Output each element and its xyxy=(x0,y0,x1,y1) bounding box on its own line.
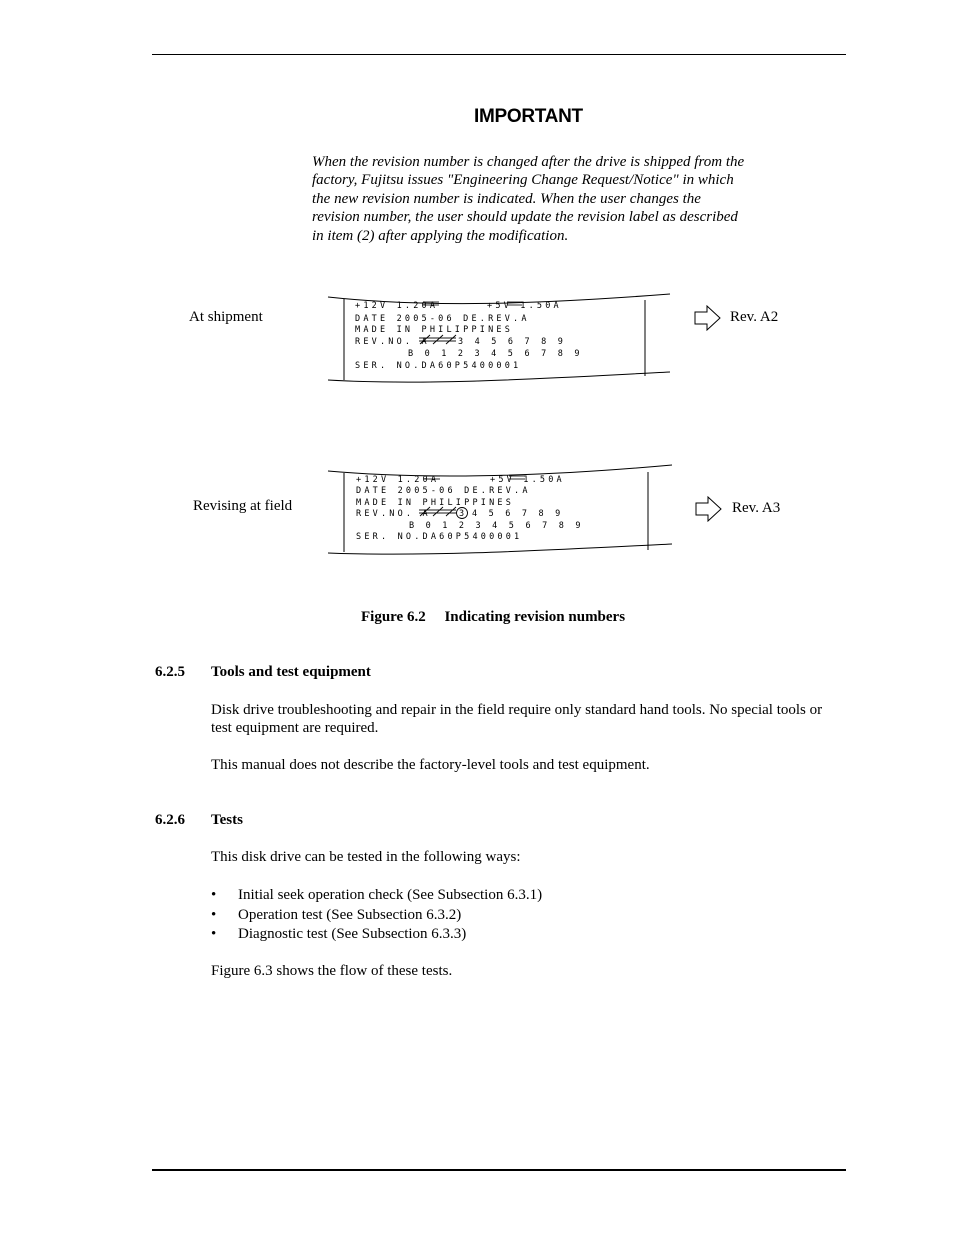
section-626-closing: Figure 6.3 shows the flow of these tests. xyxy=(211,963,453,979)
label-rev-digits: 4 5 6 7 8 9 xyxy=(472,509,564,519)
label-serial: SER. NO.DA60P5400001 xyxy=(355,361,522,371)
label-serial: SER. NO.DA60P5400001 xyxy=(356,532,523,542)
revision-label-shipment xyxy=(320,290,680,384)
footer-rule xyxy=(152,1169,846,1171)
rev-a2: Rev. A2 xyxy=(730,309,779,325)
section-625-title: Tools and test equipment xyxy=(211,664,371,680)
list-item: • Initial seek operation check (See Subsection 6.3.1) xyxy=(211,886,542,906)
arrow-right-icon xyxy=(694,305,722,331)
figure-caption xyxy=(361,609,625,626)
important-heading: IMPORTANT xyxy=(474,106,583,127)
list-item: • Diagnostic test (See Subsection 6.3.3) xyxy=(211,925,542,945)
section-626-title: Tests xyxy=(211,812,243,828)
section-625-para1: Disk drive troubleshooting and repair in the field require only standard hand tools. No special tools or test equipment are required. xyxy=(211,702,823,737)
label-rev-digits-b: B 0 1 2 3 4 5 6 7 8 9 xyxy=(409,521,584,531)
section-625-number: 6.2.5 xyxy=(155,664,185,680)
label-rev-no: REV.NO. A xyxy=(356,509,431,519)
header-rule xyxy=(152,54,846,55)
label-made-in: MADE IN PHILIPPINES xyxy=(356,498,515,508)
section-625-para2: This manual does not describe the factory-level tools and test equipment. xyxy=(211,757,650,773)
rev-a3: Rev. A3 xyxy=(732,500,781,516)
revising-at-field-label: Revising at field xyxy=(193,498,293,514)
list-item: • Operation test (See Subsection 6.3.2) xyxy=(211,906,542,926)
at-shipment-label: At shipment xyxy=(189,309,263,325)
label-power-12v: +12V 1.20A xyxy=(356,475,440,485)
label-rev-digits-b: B 0 1 2 3 4 5 6 7 8 9 xyxy=(408,349,583,359)
revision-label-field xyxy=(320,462,680,556)
section-626-number: 6.2.6 xyxy=(155,812,185,828)
label-date: DATE 2005-06 DE.REV.A xyxy=(356,486,531,496)
figure-caption-number: Figure 6.2 xyxy=(361,609,426,625)
arrow-right-icon xyxy=(695,496,723,522)
label-rev-no: REV.NO. A xyxy=(355,337,430,347)
section-626-intro: This disk drive can be tested in the following ways: xyxy=(211,849,521,865)
label-rev-circled: 3 xyxy=(459,509,465,519)
label-power-5v: +5V 1.50A xyxy=(490,475,565,485)
label-made-in: MADE IN PHILIPPINES xyxy=(355,325,514,335)
label-power-12v: +12V 1.20A xyxy=(355,301,439,311)
label-rev-digits: 3 4 5 6 7 8 9 xyxy=(458,337,567,347)
label-date: DATE 2005-06 DE.REV.A xyxy=(355,314,530,324)
label-power-5v: +5V 1.50A xyxy=(487,301,562,311)
figure-caption-title: Indicating revision numbers xyxy=(444,609,626,625)
test-methods-list xyxy=(211,886,542,945)
important-note: When the revision number is changed after the drive is shipped from the factory, Fujitsu issues "Engineering Change Request/Notice" in which the new revision number is indicated. When the user changes the revision number, the user should update the revision label as described in item (2) after applying the modification. xyxy=(312,154,745,244)
